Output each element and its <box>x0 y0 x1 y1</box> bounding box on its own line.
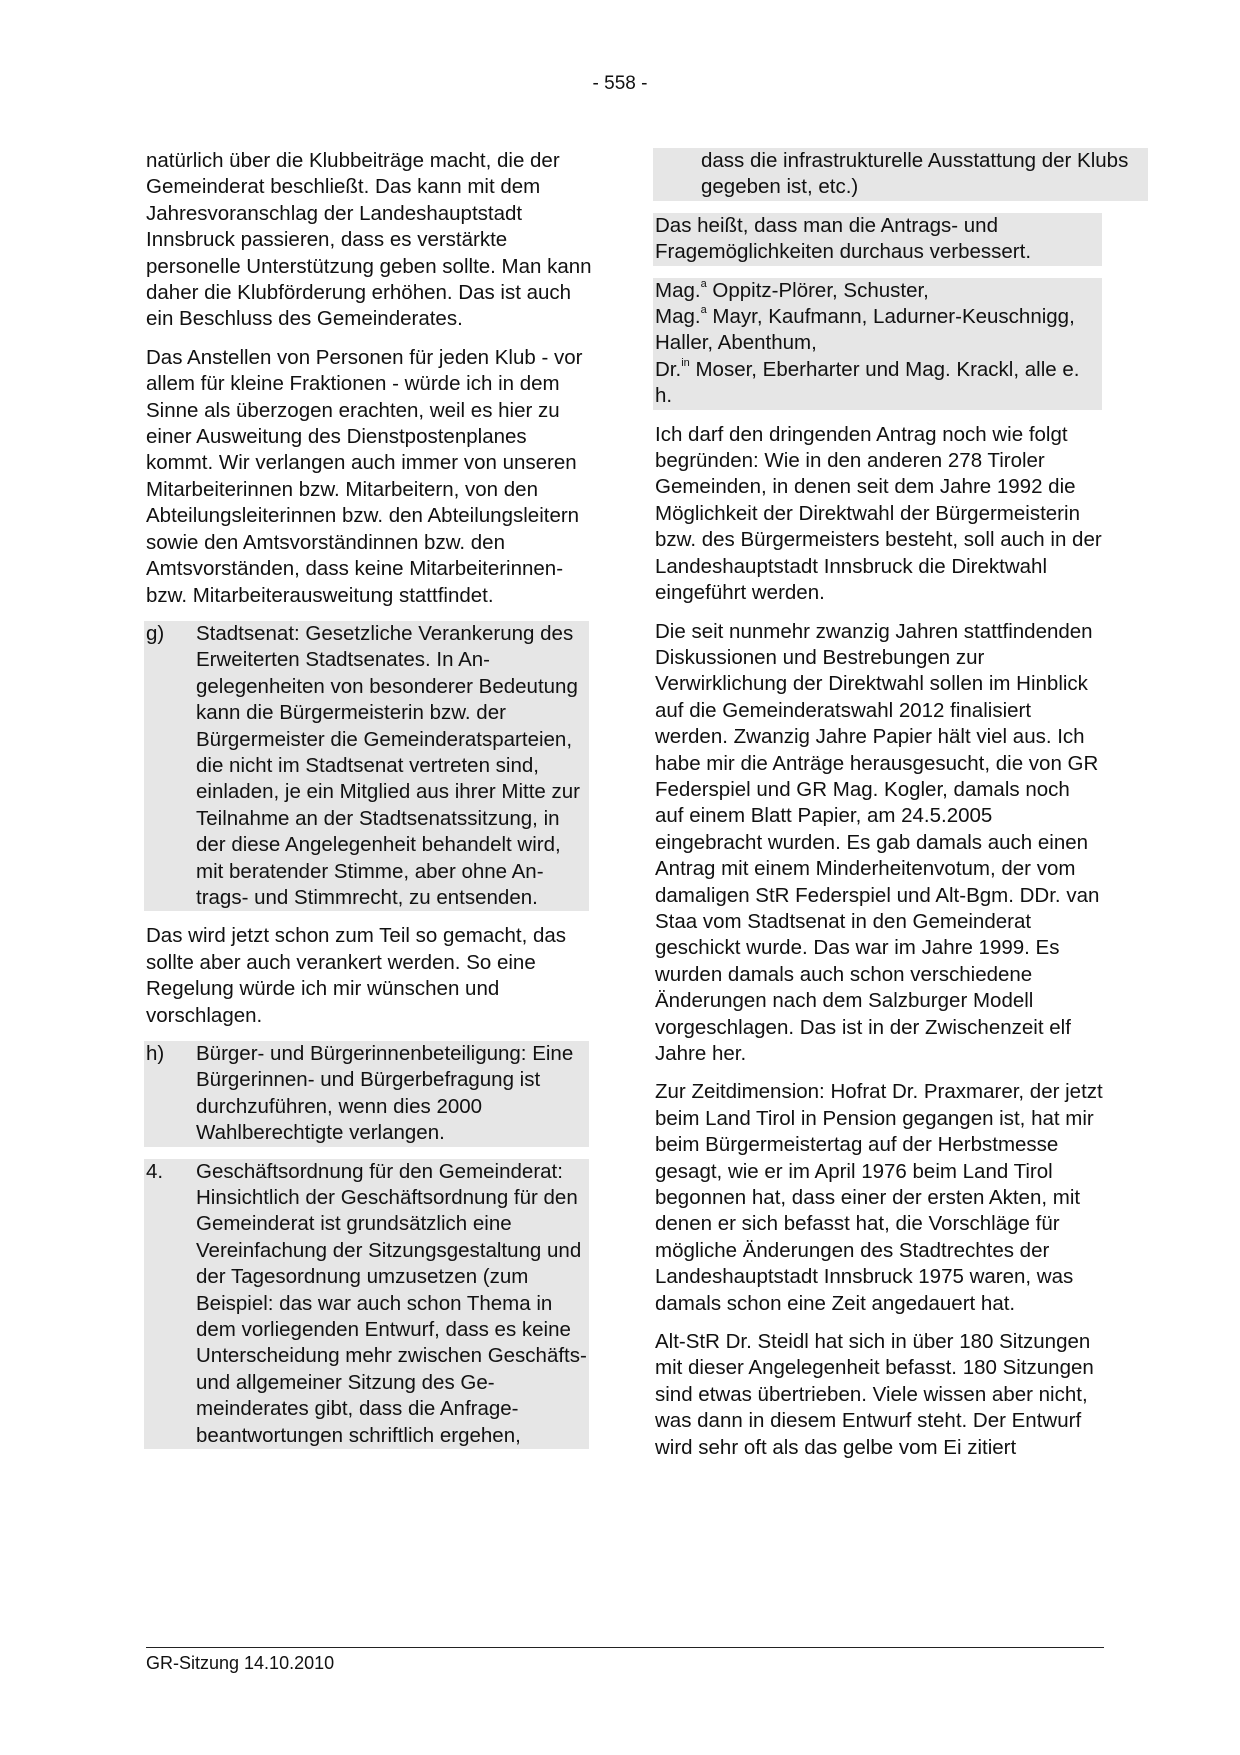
list-text-h: Bürger- und Bürgerinnenbeteiligung: Eine Bürgerinnen- und Bürgerbefragung ist durchzuführen, wenn dies 2000 Wahlberechtigte verlangen. <box>196 1042 574 1145</box>
list-marker-4: 4. <box>146 1159 164 1183</box>
superscript-a-2: a <box>700 304 707 317</box>
signatory-title-2: Mag. <box>655 305 701 329</box>
signatory-names-2: Mayr, Kaufmann, Ladurner-Keuschnigg, Haller, Abenthum, <box>655 305 1075 355</box>
list-marker-g: g) <box>146 621 165 645</box>
signatory-title-3: Dr. <box>655 357 682 381</box>
list-item-g <box>144 621 589 911</box>
right-quoted-continuation: dass die infrastrukturelle Ausstattung der Klubs gegeben ist, etc.) <box>653 148 1148 201</box>
right-paragraph-3: Zur Zeitdimension: Hofrat Dr. Praxmarer, der jetzt beim Land Tirol in Pension gegangen ist, hat mir beim Bürgermeistertag auf der Herbstmesse gesagt, wie er im April 1976 beim Land Tirol begonnen hat, dass einer der ersten Akten, mit denen er sich befasst hat, die Vorschläge für mögliche Änderungen des Stadtrechtes der Landeshauptstadt Innsbruck 1975 waren, was damals schon eine Zeit angedauert hat. <box>655 1080 1103 1315</box>
right-paragraph-1: Ich darf den dringenden Antrag noch wie folgt begründen: Wie in den anderen 278 Tiroler Gemeinden, in denen seit dem Jahre 1992 die Möglichkeit der Direktwahl der Bürgermeisterin bzw. des Bürgermeisters besteht, soll auch in der Landeshauptstadt Innsbruck die Direktwahl eingeführt werden. <box>655 422 1102 605</box>
list-item-4 <box>144 1159 589 1449</box>
right-quoted-paragraph: Das heißt, dass man die Antrags- und Fragemöglichkeiten durchaus verbessert. <box>653 213 1102 266</box>
left-paragraph-3: Das wird jetzt schon zum Teil so gemacht, das sollte aber auch verankert werden. So eine Regelung würde ich mir wünschen und vorschlagen. <box>146 924 567 1027</box>
right-paragraph-4: Alt-StR Dr. Steidl hat sich in über 180 Sitzungen mit dieser Angelegenheit befasst. 180 Sitzungen sind etwas übertrieben. Viele wissen aber nicht, was dann in diesem Entwurf steht. Der Entwurf wird sehr oft als das gelbe vom Ei zitiert <box>655 1330 1094 1459</box>
left-paragraph-1: natürlich über die Klubbeiträge macht, die der Gemeinderat beschließt. Das kann mit dem Jahresvoranschlag der Landeshauptstadt Innsbruck passieren, dass es verstärkte personelle Unterstützung geben sollte. Man kann daher die Klubförderung erhöhen. Das ist auch ein Beschluss des Gemeinderates. <box>146 149 592 331</box>
left-paragraph-2: Das Anstellen von Personen für jeden Klub - vor allem für kleine Fraktionen - würde ich in dem Sinne als überzogen erachten, weil es hier zu einer Ausweitung des Dienstpostenplanes kommt. Wir verlangen auch immer von unseren Mitarbeiterinnen bzw. Mitarbeitern, von den Abteilungsleiterinnen bzw. den Abteilungsleitern sowie den Amtsvorständinnen bzw. den Amtsvorständen, dass keine Mitarbeiterinnen- bzw. Mitarbeiterausweitung stattfindet. <box>146 345 583 607</box>
right-column <box>655 148 1129 1473</box>
signatory-names-1: Oppitz-Plörer, Schuster, <box>706 278 929 302</box>
superscript-a-1: a <box>700 277 707 290</box>
left-column <box>146 148 592 1461</box>
footer-divider <box>146 1647 1104 1648</box>
right-paragraph-2: Die seit nunmehr zwanzig Jahren stattfindenden Diskussionen und Bestrebungen zur Verwirklichung der Direktwahl sollen im Hinblick auf die Gemeinderatswahl 2012 finalisiert werden. Zwanzig Jahre Papier hält viel aus. Ich habe mir die Anträge herausgesucht, die von GR Federspiel und GR Mag. Kogler, damals noch auf einem Blatt Papier, am 24.5.2005 eingebracht wurden. Es gab damals auch einen Antrag mit einem Minderheitenvotum, der vom damaligen StR Federspiel und Alt-Bgm. DDr. van Staa vom Stadtsenat in den Gemeinderat geschickt wurde. Das war im Jahre 1999. Es wurden damals auch schon verschiedene Änderungen nach dem Salzburger Modell vorgeschlagen. Das ist in der Zwischenzeit elf Jahre her. <box>655 619 1100 1065</box>
signatory-names-3: Moser, Eberharter und Mag. Krackl, alle e. h. <box>655 357 1080 408</box>
signatories <box>653 278 1102 410</box>
signatory-title-1: Mag. <box>655 278 701 302</box>
page-number: - 558 - <box>592 73 648 94</box>
footer-session-date: GR-Sitzung 14.10.2010 <box>146 1653 335 1673</box>
list-text-4: Geschäftsordnung für den Gemeinderat: Hinsichtlich der Geschäftsordnung für den Gemeinderat ist grundsätzlich eine Vereinfachung der Sitzungsgestaltung und der Tagesordnung umzusetzen (zum Beispiel: das war auch schon Thema in dem vorliegenden Entwurf, dass es keine Unterscheidung mehr zwischen Geschäfts- und allgemeiner Sitzung des Gemeinderates gibt, dass die Anfragebeantwortungen schriftlich ergehen, <box>196 1159 587 1447</box>
superscript-in: in <box>681 357 690 370</box>
list-item-h <box>144 1041 589 1147</box>
list-text-g: Stadtsenat: Gesetzliche Verankerung des Erweiterten Stadtsenates. In Angelegenheiten von besonderer Bedeutung kann die Bürgermeisterin bzw. der Bürgermeister die Gemeinderatsparteien, die nicht im Stadtsenat vertreten sind, einladen, je ein Mitglied aus ihrer Mitte zur Teilnahme an der Stadtsenatssitzung, in der diese Angelegenheit behandelt wird, mit beratender Stimme, aber ohne Antrags- und Stimmrecht, zu entsenden. <box>196 621 580 909</box>
list-marker-h: h) <box>146 1042 165 1065</box>
